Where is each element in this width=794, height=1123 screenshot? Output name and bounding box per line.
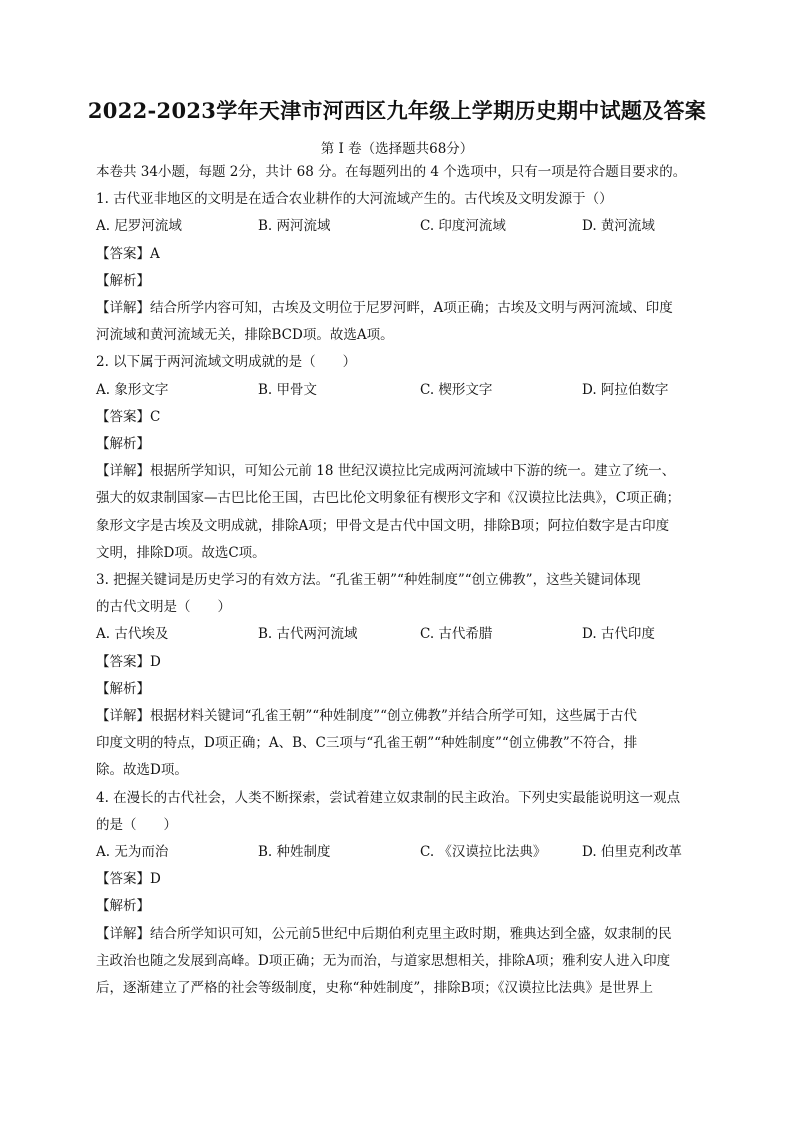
question-options <box>96 839 698 866</box>
answer-label: 【答案】D <box>96 653 161 670</box>
analysis-label: 【解析】 <box>96 272 150 289</box>
question-1 <box>96 186 698 349</box>
document-title: 2022-2023学年天津市河西区九年级上学期历史期中试题及答案 <box>87 98 707 123</box>
question-3 <box>96 567 698 785</box>
option-d: D. 阿拉伯数字 <box>582 381 669 398</box>
detail-line: 主政治也随之发展到高峰。D项正确；无为而治，与道家思想相关，排除A项；雅利安人进入印度 <box>96 952 671 969</box>
option-d: D. 黄河流域 <box>582 218 655 235</box>
option-c: C. 印度河流域 <box>420 218 506 235</box>
question-options <box>96 213 698 240</box>
detail-line: 象形文字是古埃及文明成就，排除A项；甲骨文是古代中国文明，排除B项；阿拉伯数字是古印度 <box>96 517 670 534</box>
question-4 <box>96 785 698 1003</box>
question-2 <box>96 349 698 567</box>
question-stem: 3. 把握关键词是历史学习的有效方法。“孔雀王朝”“种姓制度”“创立佛教”，这些关键词体现 <box>96 572 641 589</box>
question-stem: 2. 以下属于两河流域文明成就的是（ ） <box>96 354 357 371</box>
option-c: C. 古代希腊 <box>420 626 493 643</box>
option-b: B. 古代两河流域 <box>258 626 358 643</box>
option-b: B. 甲骨文 <box>258 381 318 398</box>
section-intro: 本卷共 34小题，每题 2分，共计 68 分。在每题列出的 4 个选项中，只有一项是符合题目要求的。 <box>96 164 687 180</box>
detail-line: 【详解】结合所学内容可知，古埃及文明位于尼罗河畔，A项正确；古埃及文明与两河流域、印度 <box>96 300 673 317</box>
document-body <box>96 159 698 1002</box>
section-header: 第 I 卷（选择题共68分） <box>320 141 474 157</box>
question-stem: 的古代文明是（ ） <box>96 599 231 616</box>
option-c: C. 《汉谟拉比法典》 <box>420 844 547 861</box>
detail-line: 后，逐渐建立了严格的社会等级制度，史称“种姓制度”，排除B项；《汉谟拉比法典》是世界上 <box>96 980 653 997</box>
detail-line: 文明，排除D项。故选C项。 <box>96 544 266 561</box>
option-d: D. 伯里克利改革 <box>582 844 682 861</box>
answer-label: 【答案】C <box>96 408 161 425</box>
question-stem: 4. 在漫长的古代社会，人类不断探索，尝试着建立奴隶制的民主政治。下列史实最能说明这一观点 <box>96 789 681 806</box>
detail-line: 印度文明的特点，D项正确；A、B、C三项与“孔雀王朝”“种姓制度”“创立佛教”不符合，排 <box>96 735 638 752</box>
analysis-label: 【解析】 <box>96 898 150 915</box>
option-a: A. 无为而治 <box>96 844 169 861</box>
option-c: C. 楔形文字 <box>420 381 493 398</box>
option-a: A. 尼罗河流域 <box>96 218 182 235</box>
detail-line: 【详解】结合所学知识可知，公元前5世纪中后期伯利克里主政时期，雅典达到全盛，奴隶制的民 <box>96 925 672 942</box>
option-d: D. 古代印度 <box>582 626 655 643</box>
question-stem: 的是（ ） <box>96 816 177 833</box>
detail-line: 河流域和黄河流域无关，排除BCD项。故选A项。 <box>96 327 394 344</box>
question-options <box>96 377 698 404</box>
option-a: A. 古代埃及 <box>96 626 169 643</box>
answer-label: 【答案】A <box>96 245 160 262</box>
detail-line: 【详解】根据材料关键词“孔雀王朝”“种姓制度”“创立佛教”并结合所学可知，这些属于古代 <box>96 708 637 725</box>
option-b: B. 种姓制度 <box>258 844 331 861</box>
analysis-label: 【解析】 <box>96 680 150 697</box>
option-a: A. 象形文字 <box>96 381 169 398</box>
question-options <box>96 621 698 648</box>
analysis-label: 【解析】 <box>96 436 150 453</box>
option-b: B. 两河流域 <box>258 218 331 235</box>
detail-line: 【详解】根据所学知识，可知公元前 18 世纪汉谟拉比完成两河流域中下游的统一。建立了统一、 <box>96 463 676 480</box>
detail-line: 除。故选D项。 <box>96 762 188 779</box>
detail-line: 强大的奴隶制国家—古巴比伦王国，古巴比伦文明象征有楔形文字和《汉谟拉比法典》，C项正确； <box>96 490 681 507</box>
answer-label: 【答案】D <box>96 871 161 888</box>
question-stem: 1. 古代亚非地区的文明是在适合农业耕作的大河流域产生的。古代埃及文明发源于（） <box>96 191 613 208</box>
